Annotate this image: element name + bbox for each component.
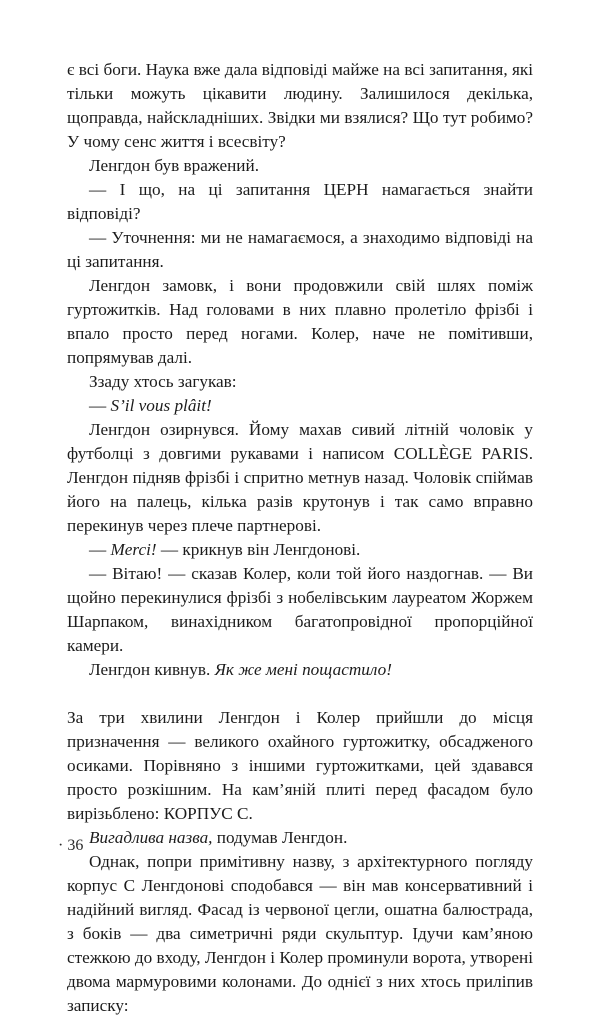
dialogue-line	[67, 394, 533, 418]
dialogue-dash: —	[89, 540, 111, 559]
page-body	[67, 58, 533, 1018]
italic-phrase: S’il vous plâit!	[110, 396, 212, 415]
dialogue-dash: —	[89, 396, 111, 415]
paragraph: Ленгдон був вражений.	[89, 156, 259, 175]
paragraph: є всі боги. Наука вже дала відповіді майже на всі запитання, які тільки можуть цікавити людину. Залишилося декілька, щоправда, найскладніших. Звідки ми взялися? Що тут робимо? У чому сенс життя і всесвіту?	[67, 60, 533, 151]
dialogue-tail: — крикнув він Ленгдонові.	[156, 540, 361, 559]
dialogue-line: — Вітаю! — сказав Колер, коли той його наздогнав. — Ви щойно перекинулися фрізбі з нобелівським лауреатом Жоржем Шарпаком, винахідником багатопровідної пропорційної камери.	[67, 564, 533, 655]
dialogue-line: — І що, на ці запитання ЦЕРН намагається знайти відповіді?	[67, 180, 533, 223]
paragraph: Ленгдон озирнувся. Йому махав сивий літній чоловік у футболці з довгими рукавами і написом COLLÈGE PARIS. Ленгдон підняв фрізбі і спритно метнув назад. Чоловік спіймав його на палець, кілька разів крутонув і так само вправно перекинув через плече партнерові.	[67, 420, 533, 535]
paragraph-lead: Ленгдон кивнув.	[89, 660, 215, 679]
italic-thought: Як же мені пощастило!	[214, 660, 392, 679]
dialogue-line: — Уточнення: ми не намагаємося, а знаходимо відповіді на ці запитання.	[67, 228, 533, 271]
page-footer	[58, 836, 83, 856]
page-number: 36	[67, 837, 84, 854]
paragraph	[67, 826, 533, 850]
paragraph: Однак, попри примітивну назву, з архітектурного погляду корпус С Ленгдонові сподобався — він мав консервативний і надійний вигляд. Фасад із червоної цегли, ошатна балюстрада, з боків — два симетричні ряди скульптур. Ідучи кам’яною стежкою до входу, Ленгдон і Колер проминули ворота, утворені двома мармуровими колонами. До однієї з них хтось приліпив записку:	[67, 852, 534, 1015]
paragraph-tail: подумав Ленгдон.	[212, 828, 348, 847]
italic-thought: Вигадлива назва,	[89, 828, 213, 847]
italic-phrase: Merci!	[110, 540, 157, 559]
paragraph: Ззаду хтось загукав:	[89, 372, 237, 391]
dialogue-line	[67, 538, 533, 562]
paragraph	[67, 658, 533, 682]
footer-dot: ·	[58, 837, 64, 854]
paragraph: Ленгдон замовк, і вони продовжили свій шлях поміж гуртожитків. Над головами в них плавно пролетіло фрізбі і впало просто перед ногами. Колер, наче не помітивши, попрямував далі.	[67, 276, 533, 367]
paragraph: За три хвилини Ленгдон і Колер прийшли до місця призначення — великого охайного гуртожитку, обсадженого осиками. Порівняно з іншими гуртожитками, цей здавався просто розкішним. На кам’яній плиті перед фасадом було вирізьблено: КОРПУС С.	[67, 708, 533, 823]
